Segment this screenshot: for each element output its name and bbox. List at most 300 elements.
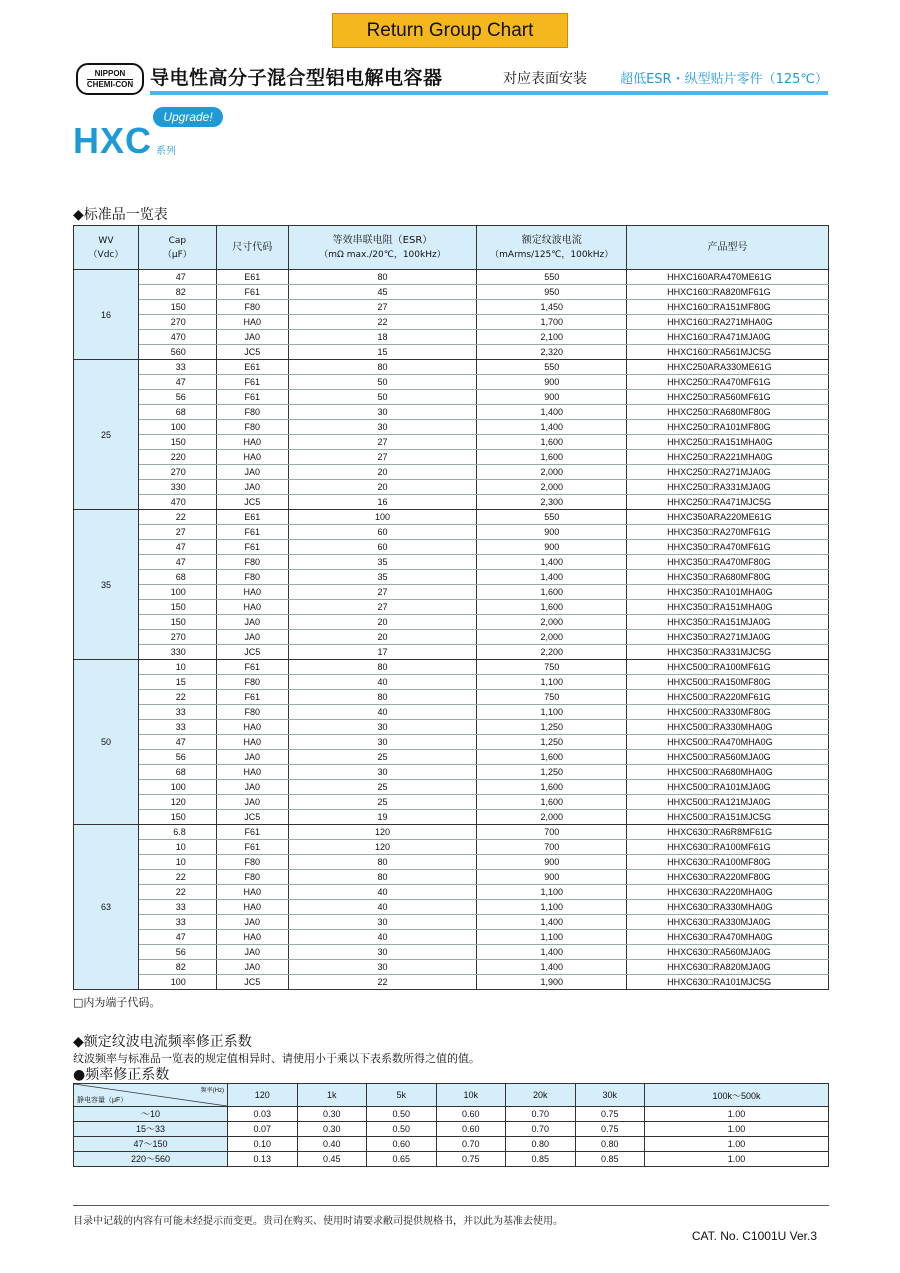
part-number-cell: HHXC500□RA470MHA0G [627, 735, 829, 750]
table-row [74, 885, 829, 900]
frequency-correction-table [73, 1083, 829, 1167]
cap-cell: 220 [138, 450, 216, 465]
coefficient-cell: 0.60 [367, 1137, 437, 1152]
esr-cell: 40 [288, 675, 477, 690]
freq-header-cell: 5k [367, 1084, 437, 1107]
col-cap: Cap （μF） [138, 226, 216, 270]
cap-cell: 100 [138, 975, 216, 990]
coefficient-cell: 0.80 [575, 1137, 645, 1152]
freq-header-cell: 120 [228, 1084, 298, 1107]
capacitance-range-cell: 47～150 [74, 1137, 228, 1152]
table-row [74, 540, 829, 555]
ripple-cell: 1,400 [477, 420, 627, 435]
esr-cell: 17 [288, 645, 477, 660]
table-row [74, 720, 829, 735]
part-number-cell: HHXC160□RA271MHA0G [627, 315, 829, 330]
coefficient-cell: 0.60 [436, 1122, 506, 1137]
size-cell: JA0 [216, 465, 288, 480]
part-number-cell: HHXC350□RA151MJA0G [627, 615, 829, 630]
cap-cell: 150 [138, 300, 216, 315]
wv-group-cell: 25 [74, 360, 139, 510]
size-cell: JA0 [216, 795, 288, 810]
cap-cell: 47 [138, 540, 216, 555]
cap-cell: 33 [138, 915, 216, 930]
size-cell: HA0 [216, 885, 288, 900]
ripple-section-title: ◆额定纹波电流频率修正系数 [73, 1034, 252, 1050]
table-row [74, 630, 829, 645]
cap-cell: 47 [138, 930, 216, 945]
ripple-cell: 1,100 [477, 675, 627, 690]
cap-cell: 47 [138, 555, 216, 570]
table-row [74, 495, 829, 510]
size-cell: F61 [216, 390, 288, 405]
col-wv: WV （Vdc） [74, 226, 139, 270]
esr-cell: 27 [288, 450, 477, 465]
cap-cell: 150 [138, 615, 216, 630]
ripple-cell: 550 [477, 270, 627, 285]
part-number-cell: HHXC630□RA6R8MF61G [627, 825, 829, 840]
ripple-cell: 1,600 [477, 435, 627, 450]
size-cell: HA0 [216, 765, 288, 780]
cap-cell: 10 [138, 840, 216, 855]
table-row [74, 480, 829, 495]
table-row [74, 690, 829, 705]
ripple-cell: 1,250 [477, 720, 627, 735]
part-number-cell: HHXC500□RA150MF80G [627, 675, 829, 690]
ripple-cell: 1,250 [477, 735, 627, 750]
ripple-description: 纹波频率与标准品一览表的规定值相异时、请使用小于乘以下表系数所得之值的值。 [73, 1052, 480, 1065]
cap-cell: 470 [138, 495, 216, 510]
table-row [74, 435, 829, 450]
esr-cell: 45 [288, 285, 477, 300]
size-cell: JA0 [216, 945, 288, 960]
coefficient-cell: 1.00 [645, 1107, 829, 1122]
size-cell: HA0 [216, 435, 288, 450]
part-number-cell: HHXC160□RA820MF61G [627, 285, 829, 300]
cap-cell: 33 [138, 720, 216, 735]
table-row [74, 315, 829, 330]
cap-cell: 47 [138, 375, 216, 390]
part-number-cell: HHXC350□RA151MHA0G [627, 600, 829, 615]
part-number-cell: HHXC630□RA220MF80G [627, 870, 829, 885]
table-row [74, 870, 829, 885]
ripple-cell: 2,320 [477, 345, 627, 360]
esr-cell: 80 [288, 855, 477, 870]
size-cell: F80 [216, 570, 288, 585]
cap-cell: 68 [138, 570, 216, 585]
part-number-cell: HHXC160□RA471MJA0G [627, 330, 829, 345]
ripple-cell: 900 [477, 870, 627, 885]
table-row [74, 510, 829, 525]
esr-cell: 100 [288, 510, 477, 525]
table-row [74, 900, 829, 915]
coefficient-cell: 0.13 [228, 1152, 298, 1167]
ripple-cell: 700 [477, 825, 627, 840]
size-cell: F61 [216, 690, 288, 705]
esr-cell: 22 [288, 315, 477, 330]
cap-cell: 150 [138, 600, 216, 615]
ripple-cell: 1,100 [477, 930, 627, 945]
ripple-cell: 900 [477, 525, 627, 540]
coefficient-cell: 0.50 [367, 1122, 437, 1137]
esr-cell: 25 [288, 780, 477, 795]
esr-cell: 60 [288, 540, 477, 555]
ripple-cell: 1,600 [477, 585, 627, 600]
ripple-cell: 1,400 [477, 945, 627, 960]
capacitance-range-cell: ～10 [74, 1107, 228, 1122]
part-number-cell: HHXC500□RA220MF61G [627, 690, 829, 705]
cap-cell: 82 [138, 960, 216, 975]
esr-cell: 20 [288, 630, 477, 645]
ripple-cell: 2,000 [477, 615, 627, 630]
part-number-cell: HHXC250□RA471MJC5G [627, 495, 829, 510]
size-cell: JC5 [216, 495, 288, 510]
ripple-cell: 1,100 [477, 885, 627, 900]
esr-cell: 27 [288, 300, 477, 315]
corner-capacitance-label: 静电容量（μF） [77, 1097, 128, 1104]
table-row [74, 645, 829, 660]
part-number-cell: HHXC500□RA330MHA0G [627, 720, 829, 735]
standard-table-title: ◆标准品一览表 [73, 207, 168, 223]
ripple-cell: 550 [477, 510, 627, 525]
cap-cell: 120 [138, 795, 216, 810]
cap-cell: 6.8 [138, 825, 216, 840]
size-cell: HA0 [216, 450, 288, 465]
part-number-cell: HHXC630□RA100MF80G [627, 855, 829, 870]
cap-cell: 47 [138, 270, 216, 285]
freq-row [74, 1107, 829, 1122]
coefficient-cell: 0.80 [506, 1137, 576, 1152]
capacitance-range-cell: 220～560 [74, 1152, 228, 1167]
esr-cell: 30 [288, 915, 477, 930]
wv-group-cell: 50 [74, 660, 139, 825]
coefficient-cell: 0.75 [575, 1107, 645, 1122]
part-number-cell: HHXC630□RA330MJA0G [627, 915, 829, 930]
esr-cell: 30 [288, 405, 477, 420]
cap-cell: 100 [138, 780, 216, 795]
size-cell: F61 [216, 525, 288, 540]
table-row [74, 765, 829, 780]
table-row [74, 345, 829, 360]
footer-divider [73, 1205, 829, 1206]
table-row [74, 675, 829, 690]
size-cell: F61 [216, 285, 288, 300]
cap-cell: 10 [138, 855, 216, 870]
table-row [74, 450, 829, 465]
part-number-cell: HHXC350□RA271MJA0G [627, 630, 829, 645]
esr-cell: 50 [288, 390, 477, 405]
size-cell: JC5 [216, 645, 288, 660]
ripple-cell: 900 [477, 390, 627, 405]
logo-line1: NIPPON [94, 68, 126, 78]
cap-cell: 47 [138, 735, 216, 750]
esr-cell: 35 [288, 555, 477, 570]
table-row [74, 705, 829, 720]
table-row [74, 285, 829, 300]
cap-cell: 15 [138, 675, 216, 690]
ripple-cell: 1,700 [477, 315, 627, 330]
esr-cell: 30 [288, 945, 477, 960]
part-number-cell: HHXC250□RA680MF80G [627, 405, 829, 420]
esr-cell: 80 [288, 360, 477, 375]
ripple-cell: 2,000 [477, 480, 627, 495]
coefficient-cell: 0.10 [228, 1137, 298, 1152]
size-cell: F80 [216, 555, 288, 570]
size-cell: E61 [216, 360, 288, 375]
cap-cell: 56 [138, 750, 216, 765]
ripple-cell: 2,200 [477, 645, 627, 660]
freq-header-cell: 1k [297, 1084, 367, 1107]
freq-header-cell: 10k [436, 1084, 506, 1107]
size-cell: JA0 [216, 750, 288, 765]
part-number-cell: HHXC250□RA560MF61G [627, 390, 829, 405]
coefficient-cell: 0.70 [506, 1107, 576, 1122]
size-cell: JC5 [216, 975, 288, 990]
freq-header-row [74, 1084, 829, 1107]
table-row [74, 405, 829, 420]
freq-row [74, 1122, 829, 1137]
ripple-cell: 1,600 [477, 795, 627, 810]
coefficient-cell: 0.07 [228, 1122, 298, 1137]
size-cell: F61 [216, 825, 288, 840]
terminal-code-note: □内为端子代码。 [73, 996, 161, 1009]
size-cell: JC5 [216, 810, 288, 825]
cap-cell: 33 [138, 360, 216, 375]
logo-line2: CHEMI-CON [86, 79, 134, 89]
part-number-cell: HHXC630□RA100MF61G [627, 840, 829, 855]
size-cell: F80 [216, 705, 288, 720]
ripple-cell: 1,400 [477, 915, 627, 930]
freq-row [74, 1152, 829, 1167]
esr-cell: 20 [288, 480, 477, 495]
freq-header-cell: 100k～500k [645, 1084, 829, 1107]
esr-cell: 80 [288, 660, 477, 675]
coefficient-cell: 1.00 [645, 1122, 829, 1137]
esr-cell: 80 [288, 690, 477, 705]
size-cell: JC5 [216, 345, 288, 360]
frequency-subtitle: ●频率修正系数 [73, 1067, 170, 1083]
cap-cell: 150 [138, 435, 216, 450]
size-cell: JA0 [216, 915, 288, 930]
part-number-cell: HHXC350ARA220ME61G [627, 510, 829, 525]
coefficient-cell: 0.30 [297, 1107, 367, 1122]
coefficient-cell: 0.03 [228, 1107, 298, 1122]
col-ripple: 额定纹波电流 （mArms/125℃，100kHz） [477, 226, 627, 270]
cap-cell: 68 [138, 765, 216, 780]
freq-header-cell: 30k [575, 1084, 645, 1107]
part-number-cell: HHXC250□RA271MJA0G [627, 465, 829, 480]
size-cell: JA0 [216, 330, 288, 345]
part-number-cell: HHXC350□RA470MF61G [627, 540, 829, 555]
size-cell: JA0 [216, 630, 288, 645]
size-cell: HA0 [216, 585, 288, 600]
cap-cell: 330 [138, 645, 216, 660]
size-cell: F61 [216, 840, 288, 855]
part-number-cell: HHXC250ARA330ME61G [627, 360, 829, 375]
cap-cell: 270 [138, 315, 216, 330]
part-number-cell: HHXC250□RA221MHA0G [627, 450, 829, 465]
esr-cell: 40 [288, 885, 477, 900]
part-number-cell: HHXC350□RA470MF80G [627, 555, 829, 570]
esr-cell: 27 [288, 600, 477, 615]
coefficient-cell: 0.70 [506, 1122, 576, 1137]
esr-cell: 30 [288, 735, 477, 750]
size-cell: HA0 [216, 600, 288, 615]
series-suffix: 系列 [156, 146, 176, 157]
ripple-cell: 750 [477, 660, 627, 675]
ripple-cell: 2,000 [477, 630, 627, 645]
wv-group-cell: 63 [74, 825, 139, 990]
esr-cell: 40 [288, 930, 477, 945]
esr-cell: 30 [288, 765, 477, 780]
table-row [74, 915, 829, 930]
ripple-cell: 950 [477, 285, 627, 300]
ripple-cell: 1,600 [477, 780, 627, 795]
esr-cell: 40 [288, 705, 477, 720]
part-number-cell: HHXC350□RA101MHA0G [627, 585, 829, 600]
ripple-cell: 1,900 [477, 975, 627, 990]
part-number-cell: HHXC250□RA151MHA0G [627, 435, 829, 450]
esr-cell: 15 [288, 345, 477, 360]
feature-text: 超低ESR・纵型贴片零件（125℃） [620, 72, 828, 87]
size-cell: HA0 [216, 315, 288, 330]
series-name: HXC [73, 120, 153, 161]
freq-row [74, 1137, 829, 1152]
part-number-cell: HHXC630□RA820MJA0G [627, 960, 829, 975]
size-cell: HA0 [216, 735, 288, 750]
coefficient-cell: 1.00 [645, 1137, 829, 1152]
table-row [74, 300, 829, 315]
part-number-cell: HHXC350□RA270MF61G [627, 525, 829, 540]
col-part: 产品型号 [627, 226, 829, 270]
table-row [74, 735, 829, 750]
table-row [74, 840, 829, 855]
esr-cell: 30 [288, 720, 477, 735]
esr-cell: 27 [288, 585, 477, 600]
part-number-cell: HHXC500□RA151MJC5G [627, 810, 829, 825]
coefficient-cell: 0.50 [367, 1107, 437, 1122]
cap-cell: 470 [138, 330, 216, 345]
freq-header-cell: 20k [506, 1084, 576, 1107]
cap-cell: 22 [138, 690, 216, 705]
ripple-cell: 1,250 [477, 765, 627, 780]
ripple-cell: 2,000 [477, 810, 627, 825]
size-cell: JA0 [216, 480, 288, 495]
table-header-row [74, 226, 829, 270]
part-number-cell: HHXC160□RA561MJC5G [627, 345, 829, 360]
ripple-cell: 900 [477, 540, 627, 555]
esr-cell: 60 [288, 525, 477, 540]
part-number-cell: HHXC500□RA560MJA0G [627, 750, 829, 765]
coefficient-cell: 0.30 [297, 1122, 367, 1137]
esr-cell: 20 [288, 615, 477, 630]
size-cell: F80 [216, 675, 288, 690]
size-cell: F61 [216, 660, 288, 675]
part-number-cell: HHXC500□RA100MF61G [627, 660, 829, 675]
coefficient-cell: 0.65 [367, 1152, 437, 1167]
table-row [74, 375, 829, 390]
wv-group-cell: 16 [74, 270, 139, 360]
return-group-chart-button[interactable]: Return Group Chart [332, 13, 568, 48]
ripple-cell: 700 [477, 840, 627, 855]
catalog-number: CAT. No. C1001U Ver.3 [691, 1229, 817, 1243]
mount-type: 对应表面安装 [503, 71, 587, 87]
table-row [74, 810, 829, 825]
table-row [74, 660, 829, 675]
ripple-cell: 1,100 [477, 900, 627, 915]
ripple-cell: 2,000 [477, 465, 627, 480]
table-row [74, 960, 829, 975]
part-number-cell: HHXC630□RA101MJC5G [627, 975, 829, 990]
cap-cell: 22 [138, 510, 216, 525]
col-esr: 等效串联电阻（ESR） （mΩ max./20℃，100kHz） [288, 226, 477, 270]
size-cell: E61 [216, 270, 288, 285]
size-cell: F61 [216, 375, 288, 390]
table-row [74, 270, 829, 285]
table-row [74, 930, 829, 945]
table-row [74, 855, 829, 870]
size-cell: F80 [216, 300, 288, 315]
upgrade-badge: Upgrade! [153, 107, 223, 127]
part-number-cell: HHXC500□RA121MJA0G [627, 795, 829, 810]
esr-cell: 120 [288, 840, 477, 855]
part-number-cell: HHXC500□RA680MHA0G [627, 765, 829, 780]
table-row [74, 780, 829, 795]
footer-disclaimer: 目录中记载的内容有可能未经提示而变更。贵司在购买、使用时请要求敝司提供规格书，并以此为基准去使用。 [73, 1216, 563, 1227]
part-number-cell: HHXC160ARA470ME61G [627, 270, 829, 285]
esr-cell: 22 [288, 975, 477, 990]
table-row [74, 420, 829, 435]
freq-corner-cell [74, 1084, 228, 1107]
ripple-cell: 550 [477, 360, 627, 375]
cap-cell: 270 [138, 630, 216, 645]
part-number-cell: HHXC630□RA560MJA0G [627, 945, 829, 960]
size-cell: JA0 [216, 615, 288, 630]
part-number-cell: HHXC350□RA680MF80G [627, 570, 829, 585]
part-number-cell: HHXC500□RA101MJA0G [627, 780, 829, 795]
size-cell: HA0 [216, 720, 288, 735]
cap-cell: 100 [138, 420, 216, 435]
esr-cell: 30 [288, 420, 477, 435]
cap-cell: 560 [138, 345, 216, 360]
part-number-cell: HHXC350□RA331MJC5G [627, 645, 829, 660]
table-row [74, 795, 829, 810]
table-row [74, 750, 829, 765]
cap-cell: 82 [138, 285, 216, 300]
table-row [74, 975, 829, 990]
cap-cell: 27 [138, 525, 216, 540]
page-title: 导电性高分子混合型铝电解电容器 [150, 67, 443, 89]
table-row [74, 945, 829, 960]
esr-cell: 19 [288, 810, 477, 825]
cap-cell: 10 [138, 660, 216, 675]
cap-cell: 100 [138, 585, 216, 600]
cap-cell: 150 [138, 810, 216, 825]
esr-cell: 27 [288, 435, 477, 450]
coefficient-cell: 1.00 [645, 1152, 829, 1167]
part-number-cell: HHXC250□RA470MF61G [627, 375, 829, 390]
ripple-cell: 1,600 [477, 600, 627, 615]
coefficient-cell: 0.60 [436, 1107, 506, 1122]
header-divider [150, 91, 828, 95]
table-row [74, 360, 829, 375]
cap-cell: 330 [138, 480, 216, 495]
ripple-cell: 750 [477, 690, 627, 705]
esr-cell: 80 [288, 270, 477, 285]
size-cell: F80 [216, 405, 288, 420]
part-number-cell: HHXC630□RA220MHA0G [627, 885, 829, 900]
corner-frequency-label: 频率(Hz) [200, 1088, 224, 1094]
